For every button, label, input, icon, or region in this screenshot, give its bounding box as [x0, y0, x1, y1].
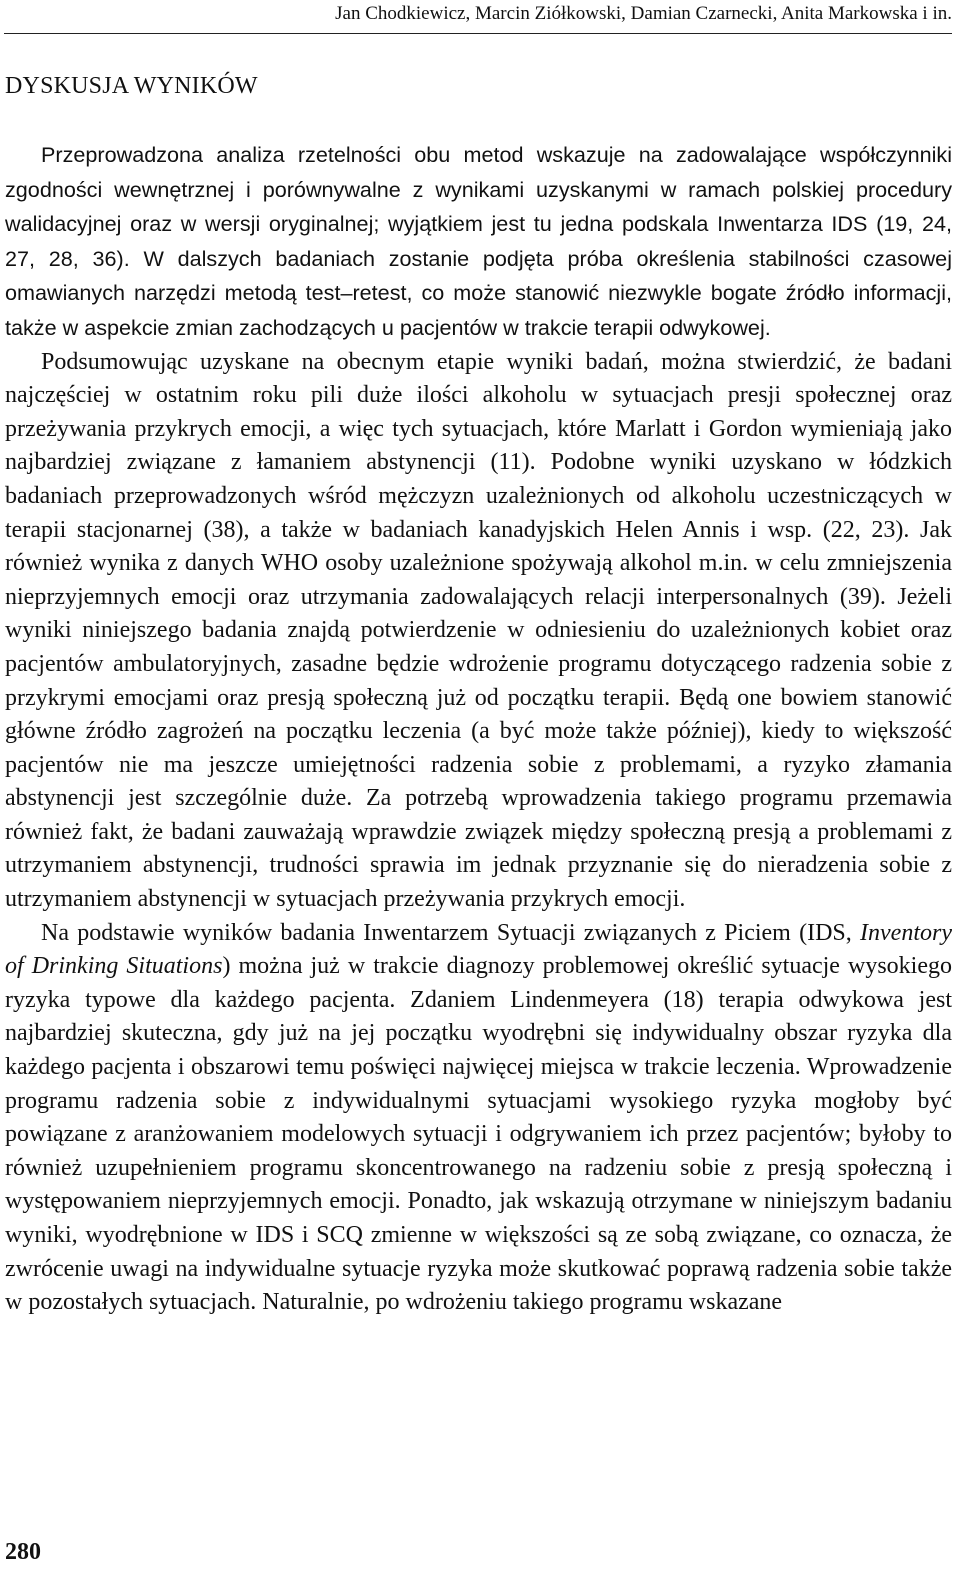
section-title: DYSKUSJA WYNIKÓW: [5, 73, 258, 99]
paragraph-3-text-start: Na podstawie wyników badania Inwentarzem Sytuacji związanych z Piciem (IDS,: [41, 919, 861, 946]
paragraph-3-text-end: ) można już w trakcie diagnozy problemowej określić sytuacje wysokiego ryzyka typowe dla każdego pacjenta. Zdaniem Lindenmeyera (18) terapia odwykowa jest najbardziej skuteczna, gdy już na jej początku wyodrębni się indywidualny obszar ryzyka dla każdego pacjenta i obszarowi temu poświęci najwięcej miejsca w trakcie leczenia. Wprowadzenie programu radzenia sobie z indywidualnymi sytuacjami wysokiego ryzyka mogłoby być powiązane z aranżowaniem modelowych sytuacji i odgrywaniem ich przez pacjentów; byłoby to również uzupełnieniem programu skoncentrowanego na radzeniu sobie z presją społeczną i występowaniem nieprzyjemnych emocji. Ponadto, jak wskazują otrzymane w niniejszym badaniu wyniki, wyodrębnione w IDS i SCQ zmienne w większości są ze sobą związane, co oznacza, że zwrócenie uwagi na indywidualne sytuacje ryzyka może skutkować poprawą radzenia sobie także w pozostałych sytuacjach. Naturalnie, po wdrożeniu takiego programu wskazane: [5, 953, 953, 1316]
body-text: [5, 138, 952, 1320]
header-divider: [4, 33, 952, 34]
paragraph-1: [5, 138, 952, 346]
page-number: 280: [5, 1539, 41, 1565]
paragraph-1-text: Przeprowadzona analiza rzetelności obu metod wskazuje na zadowalające współczynniki zgodności wewnętrznej i porównywalne z wynikami uzyskanymi w ramach polskiej procedury walidacyjnej oraz w wersji oryginalnej; wyjątkiem jest tu jedna podskala Inwentarza IDS (19, 24, 27, 28, 36). W dalszych badaniach zostanie podjęta próba określenia stabilności czasowej omawianych narzędzi metodą test–retest, co może stanowić niezwykle bogate źródło informacji, także w aspekcie zmian zachodzących u pacjentów w trakcie terapii odwykowej.: [5, 142, 952, 340]
paragraph-3: [5, 917, 952, 1320]
paragraph-3-italic-term: Inventory of Drinking Situations: [5, 919, 952, 980]
paragraph-2: Podsumowując uzyskane na obecnym etapie wyniki badań, można stwierdzić, że badani najczęściej w ostatnim roku pili duże ilości alkoholu w sytuacjach presji społecznej oraz przeżywania przykrych emocji, a więc tych sytuacjach, które Marlatt i Gordon wymieniają jako najbardziej związane z łamaniem abstynencji (11). Podobne wyniki uzyskano w łódzkich badaniach przeprowadzonych wśród mężczyzn uzależnionych od alkoholu uczestniczących w terapii stacjonarnej (38), a także w badaniach kanadyjskich Helen Annis i wsp. (22, 23). Jak również wynika z danych WHO osoby uzależnione spożywają alkohol m.in. w celu zmniejszenia nieprzyjemnych emocji oraz utrzymania zadowalających relacji interpersonalnych (39). Jeżeli wyniki niniejszego badania znajdą potwierdzenie w odniesieniu do uzależnionych kobiet oraz pacjentów ambulatoryjnych, zasadne będzie wdrożenie programu dotyczącego radzenia sobie z przykrymi emocjami oraz presją społeczną już od początku terapii. Będą one bowiem stanowić główne źródło zagrożeń na początku leczenia (a być może także później), kiedy to większość pacjentów nie ma jeszcze umiejętności radzenia sobie z problemami, a ryzyko złamania abstynencji jest szczególnie duże. Za potrzebą wprowadzenia takiego programu przemawia również fakt, że badani zauważają wprawdzie związek między społeczną presją a problemami z utrzymaniem abstynencji, trudności sprawia im jednak przyznanie się do nieradzenia sobie z utrzymaniem abstynencji w sytuacjach przeżywania przykrych emocji.: [5, 348, 952, 913]
running-header-authors: Jan Chodkiewicz, Marcin Ziółkowski, Damian Czarnecki, Anita Markowska i in.: [335, 3, 952, 24]
